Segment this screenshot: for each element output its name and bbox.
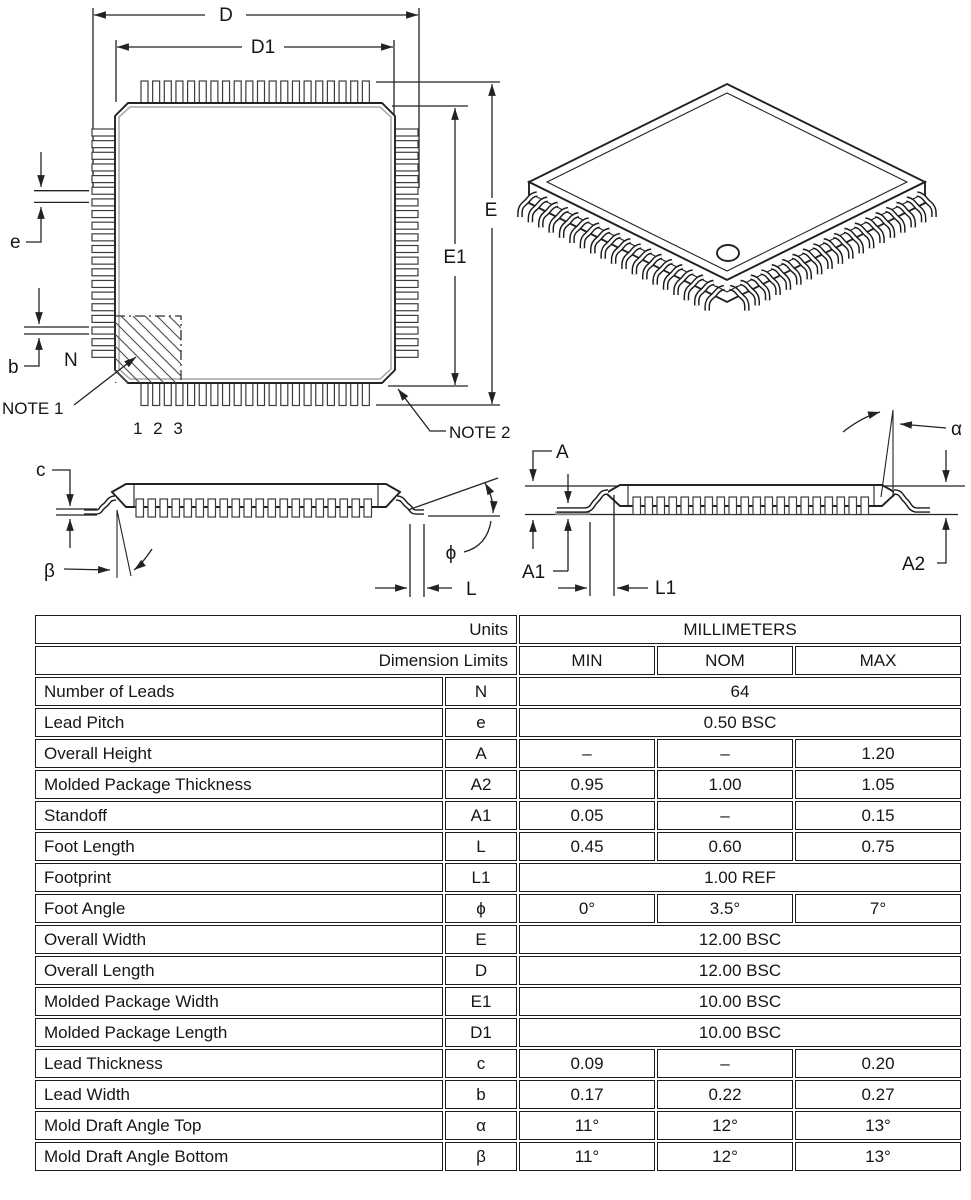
row-min: 0.95 <box>519 770 655 799</box>
dim-label-a: A <box>556 442 569 463</box>
row-name: Lead Pitch <box>35 708 443 737</box>
dim-label-a2: A2 <box>902 554 926 575</box>
table-row <box>35 1049 961 1078</box>
dim-label-e1: E1 <box>443 247 467 268</box>
row-symbol: N <box>445 677 517 706</box>
side-view-right <box>522 410 965 599</box>
row-min: 0.05 <box>519 801 655 830</box>
pin1-index-area <box>115 316 181 383</box>
dim-label-d: D <box>219 5 233 26</box>
row-min: 11° <box>519 1111 655 1140</box>
row-name: Mold Draft Angle Bottom <box>35 1142 443 1171</box>
row-name: Mold Draft Angle Top <box>35 1111 443 1140</box>
row-value: 10.00 BSC <box>519 1018 961 1047</box>
row-value: 64 <box>519 677 961 706</box>
row-max: 13° <box>795 1142 961 1171</box>
row-name: Overall Width <box>35 925 443 954</box>
dimension-limits-header: Dimension Limits <box>35 646 517 675</box>
label-n: N <box>64 350 78 371</box>
row-name: Footprint <box>35 863 443 892</box>
row-symbol: E1 <box>445 987 517 1016</box>
row-symbol: e <box>445 708 517 737</box>
isometric-view <box>520 84 934 311</box>
row-value: 10.00 BSC <box>519 987 961 1016</box>
row-name: Lead Width <box>35 1080 443 1109</box>
leads-right <box>395 129 419 357</box>
row-symbol: ϕ <box>445 894 517 923</box>
row-symbol: L <box>445 832 517 861</box>
row-name: Foot Angle <box>35 894 443 923</box>
row-value: 12.00 BSC <box>519 956 961 985</box>
table-row <box>35 739 961 768</box>
row-min: 0.17 <box>519 1080 655 1109</box>
row-name: Molded Package Width <box>35 987 443 1016</box>
row-max: 1.20 <box>795 739 961 768</box>
row-name: Overall Height <box>35 739 443 768</box>
row-max: 0.27 <box>795 1080 961 1109</box>
min-header: MIN <box>519 646 655 675</box>
row-nom: 0.22 <box>657 1080 793 1109</box>
row-min: 0° <box>519 894 655 923</box>
row-name: Number of Leads <box>35 677 443 706</box>
table-row <box>35 801 961 830</box>
dim-label-l1: L1 <box>655 578 677 599</box>
row-max: 0.15 <box>795 801 961 830</box>
table-row <box>35 863 961 892</box>
row-nom: – <box>657 1049 793 1078</box>
row-symbol: α <box>445 1111 517 1140</box>
row-nom: 0.60 <box>657 832 793 861</box>
row-symbol: D1 <box>445 1018 517 1047</box>
table-header-limits <box>35 646 961 675</box>
row-name: Foot Length <box>35 832 443 861</box>
row-value: 12.00 BSC <box>519 925 961 954</box>
row-symbol: A <box>445 739 517 768</box>
row-max: 1.05 <box>795 770 961 799</box>
max-header: MAX <box>795 646 961 675</box>
leads-left <box>92 129 116 357</box>
row-nom: 12° <box>657 1111 793 1140</box>
table-row <box>35 832 961 861</box>
row-value: 1.00 REF <box>519 863 961 892</box>
row-value: 0.50 BSC <box>519 708 961 737</box>
note2-label: NOTE 2 <box>449 423 511 442</box>
pin1-dimple <box>717 245 739 261</box>
row-symbol: A1 <box>445 801 517 830</box>
dim-label-d1: D1 <box>250 37 276 58</box>
row-symbol: A2 <box>445 770 517 799</box>
table-row <box>35 1018 961 1047</box>
side-view-left <box>36 460 500 600</box>
table-row <box>35 708 961 737</box>
dim-label-e: E <box>484 200 498 221</box>
dim-label-l: L <box>466 579 477 600</box>
row-nom: 3.5° <box>657 894 793 923</box>
row-symbol: c <box>445 1049 517 1078</box>
row-max: 7° <box>795 894 961 923</box>
row-name: Molded Package Length <box>35 1018 443 1047</box>
dimensions-table <box>33 613 963 1173</box>
leads-top <box>141 81 369 105</box>
row-max: 13° <box>795 1111 961 1140</box>
row-nom: – <box>657 739 793 768</box>
table-row <box>35 1080 961 1109</box>
row-max: 0.75 <box>795 832 961 861</box>
table-row <box>35 1142 961 1171</box>
table-row <box>35 1111 961 1140</box>
nom-header: NOM <box>657 646 793 675</box>
table-row <box>35 894 961 923</box>
note1-label: NOTE 1 <box>2 399 64 418</box>
dim-label-a1: A1 <box>522 562 546 583</box>
dim-label-beta: β <box>44 561 55 582</box>
row-symbol: L1 <box>445 863 517 892</box>
row-nom: – <box>657 801 793 830</box>
millimeters-header: MILLIMETERS <box>519 615 961 644</box>
row-min: – <box>519 739 655 768</box>
table-row <box>35 770 961 799</box>
row-nom: 1.00 <box>657 770 793 799</box>
row-name: Standoff <box>35 801 443 830</box>
row-name: Overall Length <box>35 956 443 985</box>
row-max: 0.20 <box>795 1049 961 1078</box>
row-name: Lead Thickness <box>35 1049 443 1078</box>
row-min: 0.45 <box>519 832 655 861</box>
row-symbol: E <box>445 925 517 954</box>
dim-label-phi: ϕ <box>445 543 457 564</box>
table-row <box>35 677 961 706</box>
leads-bottom <box>141 382 369 406</box>
units-header: Units <box>35 615 517 644</box>
dim-label-b: b <box>8 357 19 378</box>
dim-label-c: c <box>36 460 46 481</box>
row-min: 11° <box>519 1142 655 1171</box>
row-min: 0.09 <box>519 1049 655 1078</box>
dim-label-alpha: α <box>951 419 962 440</box>
dim-label-e-pitch: e <box>10 232 21 253</box>
top-view <box>2 5 510 442</box>
table-row <box>35 956 961 985</box>
table-header-units <box>35 615 961 644</box>
row-nom: 12° <box>657 1142 793 1171</box>
table-row <box>35 987 961 1016</box>
row-symbol: b <box>445 1080 517 1109</box>
row-name: Molded Package Thickness <box>35 770 443 799</box>
row-symbol: β <box>445 1142 517 1171</box>
table-row <box>35 925 961 954</box>
pin-numbers: 1 2 3 <box>133 419 186 438</box>
row-symbol: D <box>445 956 517 985</box>
